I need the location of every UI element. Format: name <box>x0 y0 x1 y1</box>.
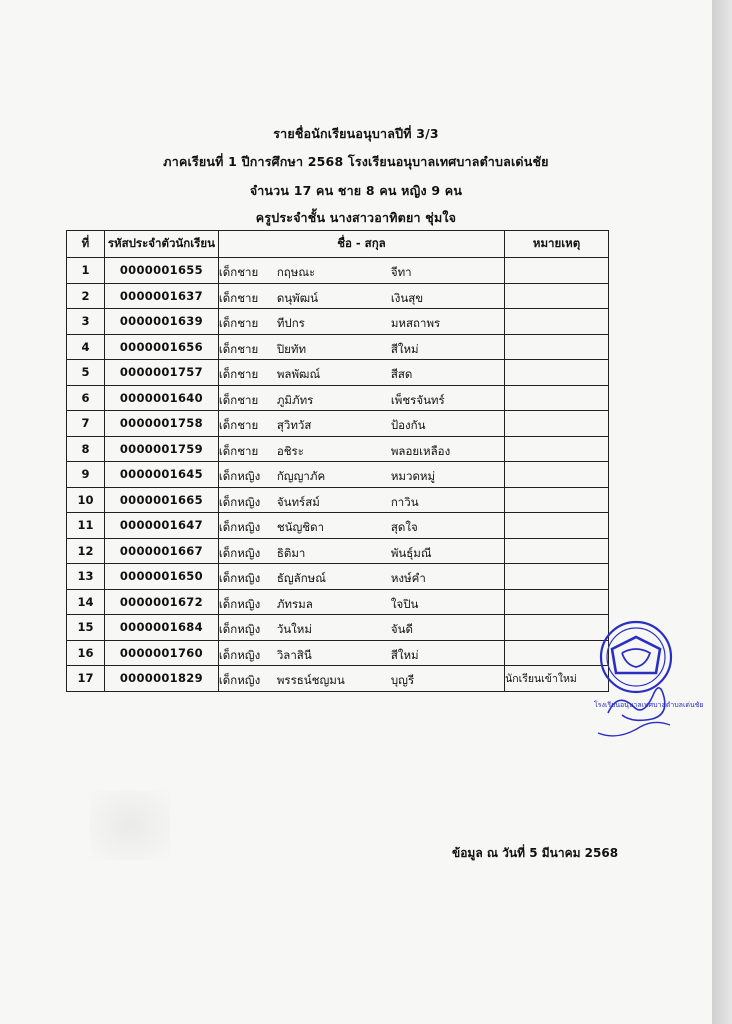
last-name: สุดใจ <box>390 520 418 534</box>
note-cell <box>505 309 609 335</box>
name-title: เด็กหญิง <box>218 469 261 483</box>
row-number: 17 <box>67 666 105 692</box>
first-name: ธัญลักษณ์ <box>276 571 326 585</box>
row-number: 8 <box>67 436 105 462</box>
table-row <box>67 589 609 615</box>
student-id: 0000001647 <box>104 513 218 539</box>
student-id: 0000001645 <box>104 462 218 488</box>
student-name-cell <box>218 589 504 615</box>
row-number: 7 <box>67 411 105 437</box>
student-id: 0000001655 <box>104 258 218 284</box>
name-title: เด็กหญิง <box>218 622 261 636</box>
name-title: เด็กชาย <box>218 265 259 279</box>
student-name-cell <box>218 360 504 386</box>
student-name-cell <box>218 385 504 411</box>
last-name: หมวดหมู่ <box>390 469 436 483</box>
column-header-no: ที่ <box>67 231 105 258</box>
row-number: 13 <box>67 564 105 590</box>
table-row <box>67 615 609 641</box>
note-cell: นักเรียนเข้าใหม่ <box>505 666 609 692</box>
first-name: ภูมิภัทร <box>276 392 314 407</box>
table-row <box>67 513 609 539</box>
last-name: พลอยเหลือง <box>390 443 451 458</box>
note-cell <box>505 564 609 590</box>
note-cell <box>505 538 609 564</box>
first-name: ดนุพัฒน์ <box>276 290 319 305</box>
last-name: ใจปิน <box>390 596 419 611</box>
name-title: เด็กชาย <box>218 418 259 432</box>
column-header-name: ชื่อ - สกุล <box>218 231 504 258</box>
table-row <box>67 411 609 437</box>
student-name-cell <box>218 487 504 513</box>
student-name-cell <box>218 283 504 309</box>
student-id: 0000001757 <box>104 360 218 386</box>
row-number: 3 <box>67 309 105 335</box>
note-cell <box>505 436 609 462</box>
student-id: 0000001667 <box>104 538 218 564</box>
first-name: สุวิทวัส <box>276 418 312 432</box>
last-name: มหสถาพร <box>390 316 441 330</box>
student-id: 0000001656 <box>104 334 218 360</box>
student-name-cell <box>218 334 504 360</box>
student-id: 0000001639 <box>104 309 218 335</box>
name-title: เด็กชาย <box>218 341 259 356</box>
student-table <box>66 230 609 692</box>
table-row <box>67 462 609 488</box>
name-title: เด็กชาย <box>218 443 259 458</box>
first-name: พรรธน์ชญมน <box>276 673 345 687</box>
note-cell <box>505 385 609 411</box>
last-name: สีสด <box>390 367 413 381</box>
name-title: เด็กหญิง <box>218 673 261 687</box>
name-title: เด็กหญิง <box>218 571 261 585</box>
last-name: เพ็ชรจันทร์ <box>390 392 445 407</box>
table-row <box>67 360 609 386</box>
first-name: ปิยทัท <box>276 341 307 356</box>
first-name: กฤษณะ <box>276 265 316 279</box>
table-row <box>67 283 609 309</box>
note-cell <box>505 283 609 309</box>
student-name-cell <box>218 615 504 641</box>
row-number: 15 <box>67 615 105 641</box>
table-row <box>67 564 609 590</box>
student-name-cell <box>218 258 504 284</box>
student-name-cell <box>218 462 504 488</box>
table-row <box>67 334 609 360</box>
note-cell <box>505 334 609 360</box>
last-name: จันดี <box>390 622 413 636</box>
student-id: 0000001829 <box>104 666 218 692</box>
last-name: บุญรี <box>390 673 415 687</box>
note-cell <box>505 360 609 386</box>
last-name: สีใหม่ <box>390 341 419 356</box>
count-line: จำนวน 17 คน ชาย 8 คน หญิง 9 คน <box>249 183 463 198</box>
table-row <box>67 309 609 335</box>
student-id: 0000001650 <box>104 564 218 590</box>
table-row <box>67 538 609 564</box>
row-number: 4 <box>67 334 105 360</box>
first-name: จันทร์สม์ <box>276 494 320 509</box>
student-name-cell <box>218 309 504 335</box>
note-cell <box>505 411 609 437</box>
student-id: 0000001758 <box>104 411 218 437</box>
student-id: 0000001640 <box>104 385 218 411</box>
name-title: เด็กชาย <box>218 290 259 305</box>
name-title: เด็กชาย <box>218 316 259 330</box>
last-name: เงินสุข <box>390 290 424 305</box>
row-number: 12 <box>67 538 105 564</box>
note-cell <box>505 513 609 539</box>
last-name: ป้องกัน <box>390 418 426 432</box>
student-name-cell <box>218 564 504 590</box>
school-seal-stamp <box>590 615 704 765</box>
document-title: รายชื่อนักเรียนอนุบาลปีที่ 3/3 <box>273 126 439 141</box>
row-number: 14 <box>67 589 105 615</box>
last-name: กาวิน <box>390 494 419 509</box>
svg-text:โรงเรียนอนุบาลเทศบาลตำบลเด่นชั: โรงเรียนอนุบาลเทศบาลตำบลเด่นชัย <box>594 701 704 709</box>
student-id: 0000001665 <box>104 487 218 513</box>
row-number: 5 <box>67 360 105 386</box>
first-name: กัญญาภัค <box>276 469 326 483</box>
teacher-line: ครูประจำชั้น นางสาวอาทิตยา ชุ่มใจ <box>255 210 457 225</box>
row-number: 10 <box>67 487 105 513</box>
column-header-note: หมายเหตุ <box>505 231 609 258</box>
first-name: วิลาสินี <box>276 647 312 662</box>
page-edge <box>712 0 732 1024</box>
table-row <box>67 640 609 666</box>
table-row <box>67 385 609 411</box>
last-name: จีทา <box>390 265 412 279</box>
last-name: สีใหม่ <box>390 647 419 662</box>
column-header-student-id: รหัสประจำตัวนักเรียน <box>104 231 218 258</box>
student-name-cell <box>218 513 504 539</box>
student-id: 0000001672 <box>104 589 218 615</box>
first-name: วันใหม่ <box>276 622 312 636</box>
term-line: ภาคเรียนที่ 1 ปีการศึกษา 2568 โรงเรียนอนุบาลเทศบาลตำบลเด่นชัย <box>163 154 549 169</box>
row-number: 1 <box>67 258 105 284</box>
student-name-cell <box>218 436 504 462</box>
first-name: ภัทรมล <box>276 596 313 611</box>
row-number: 11 <box>67 513 105 539</box>
student-id: 0000001637 <box>104 283 218 309</box>
student-name-cell <box>218 666 504 692</box>
note-cell <box>505 589 609 615</box>
table-row <box>67 436 609 462</box>
row-number: 2 <box>67 283 105 309</box>
paper-smudge <box>90 790 170 860</box>
student-id: 0000001760 <box>104 640 218 666</box>
table-header-row <box>67 231 609 258</box>
data-date-footer: ข้อมูล ณ วันที่ 5 มีนาคม 2568 <box>452 846 619 860</box>
last-name: หงษ์คำ <box>390 571 426 585</box>
name-title: เด็กชาย <box>218 392 259 407</box>
row-number: 9 <box>67 462 105 488</box>
student-name-cell <box>218 411 504 437</box>
table-row <box>67 666 609 692</box>
name-title: เด็กหญิง <box>218 545 261 560</box>
first-name: ธิติมา <box>276 545 306 560</box>
note-cell <box>505 462 609 488</box>
table-row <box>67 487 609 513</box>
note-cell <box>505 487 609 513</box>
name-title: เด็กหญิง <box>218 647 261 662</box>
first-name: ทีปกร <box>276 316 305 330</box>
name-title: เด็กหญิง <box>218 494 261 509</box>
row-number: 16 <box>67 640 105 666</box>
name-title: เด็กชาย <box>218 367 259 381</box>
student-id: 0000001759 <box>104 436 218 462</box>
name-title: เด็กหญิง <box>218 596 261 611</box>
first-name: ชนัญชิดา <box>276 520 325 534</box>
student-name-cell <box>218 538 504 564</box>
first-name: อชิระ <box>276 443 304 458</box>
note-cell <box>505 258 609 284</box>
student-id: 0000001684 <box>104 615 218 641</box>
first-name: พลพัฒณ์ <box>276 367 321 381</box>
row-number: 6 <box>67 385 105 411</box>
student-name-cell <box>218 640 504 666</box>
table-row <box>67 258 609 284</box>
last-name: พันธุ์มณี <box>390 545 432 560</box>
name-title: เด็กหญิง <box>218 520 261 534</box>
